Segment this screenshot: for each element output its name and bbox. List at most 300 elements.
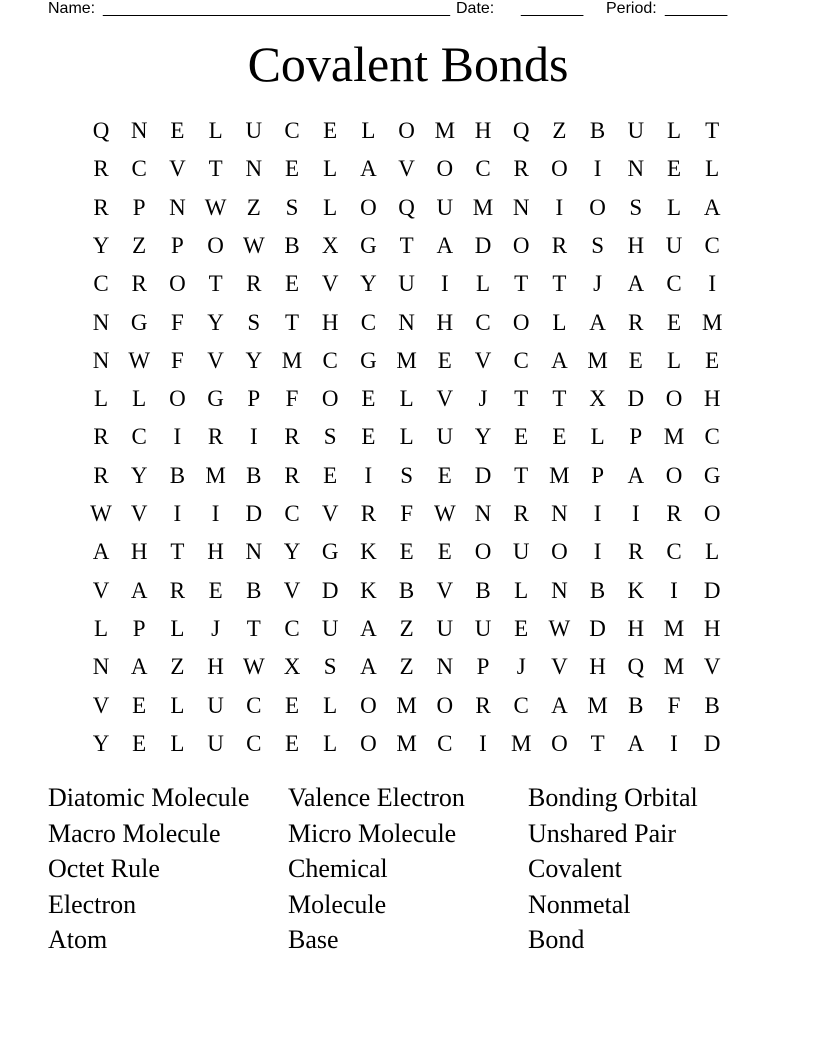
- grid-letter[interactable]: O: [360, 194, 377, 220]
- grid-letter[interactable]: E: [552, 424, 567, 450]
- grid-letter[interactable]: L: [323, 194, 338, 220]
- grid-letter[interactable]: E: [514, 424, 529, 450]
- grid-letter[interactable]: Y: [245, 347, 263, 373]
- grid-letter[interactable]: D: [321, 577, 339, 603]
- grid-letter[interactable]: L: [361, 118, 376, 143]
- grid-letter[interactable]: O: [360, 730, 377, 756]
- grid-letter[interactable]: E: [284, 730, 300, 756]
- grid-letter[interactable]: E: [437, 347, 452, 373]
- grid-letter[interactable]: R: [284, 462, 300, 488]
- grid-letter[interactable]: O: [665, 462, 683, 488]
- grid-letter[interactable]: L: [93, 615, 109, 641]
- grid-letter[interactable]: P: [629, 424, 643, 450]
- grid-letter[interactable]: R: [207, 424, 224, 450]
- grid-letter[interactable]: L: [705, 156, 720, 182]
- grid-letter[interactable]: O: [512, 232, 530, 258]
- grid-letter[interactable]: U: [665, 232, 683, 258]
- grid-letter[interactable]: W: [204, 194, 227, 220]
- grid-letter[interactable]: B: [246, 462, 262, 488]
- grid-letter[interactable]: U: [321, 615, 339, 641]
- period-field[interactable]: _______: [665, 0, 728, 17]
- grid-letter[interactable]: U: [207, 730, 224, 756]
- grid-letter[interactable]: J: [478, 386, 488, 412]
- grid-letter[interactable]: H: [589, 654, 606, 680]
- grid-letter[interactable]: O: [207, 232, 224, 258]
- grid-letter[interactable]: V: [169, 156, 186, 182]
- grid-letter[interactable]: F: [667, 692, 681, 718]
- grid-letter[interactable]: L: [475, 271, 491, 297]
- grid-letter[interactable]: C: [704, 424, 720, 450]
- grid-letter[interactable]: N: [130, 118, 148, 143]
- grid-letter[interactable]: W: [548, 615, 571, 641]
- grid-letter[interactable]: N: [474, 501, 492, 526]
- grid-letter[interactable]: D: [589, 615, 606, 641]
- grid-letter[interactable]: L: [399, 424, 414, 450]
- grid-letter[interactable]: V: [321, 501, 339, 526]
- grid-letter[interactable]: Y: [283, 539, 301, 565]
- grid-letter[interactable]: S: [247, 309, 261, 335]
- grid-letter[interactable]: L: [170, 730, 185, 756]
- grid-letter[interactable]: A: [703, 194, 721, 220]
- grid-letter[interactable]: L: [666, 118, 682, 143]
- grid-letter[interactable]: L: [132, 386, 147, 412]
- grid-letter[interactable]: I: [555, 194, 564, 220]
- grid-letter[interactable]: V: [130, 501, 148, 526]
- grid-letter[interactable]: S: [285, 194, 299, 220]
- grid-letter[interactable]: O: [321, 386, 339, 412]
- grid-row: [0, 191, 816, 229]
- grid-letter[interactable]: O: [551, 730, 568, 756]
- grid-letter[interactable]: I: [593, 539, 602, 565]
- grid-letter[interactable]: B: [169, 462, 186, 488]
- grid-letter[interactable]: L: [323, 156, 338, 182]
- grid-letter[interactable]: N: [398, 309, 415, 335]
- grid-letter[interactable]: E: [628, 347, 643, 373]
- grid-letter[interactable]: H: [703, 615, 721, 641]
- grid-letter[interactable]: R: [475, 692, 491, 718]
- grid-letter[interactable]: C: [704, 232, 720, 258]
- grid-letter[interactable]: S: [400, 462, 413, 488]
- grid-letter[interactable]: I: [173, 424, 182, 450]
- grid-letter[interactable]: L: [666, 194, 682, 220]
- grid-letter[interactable]: Y: [92, 232, 110, 258]
- grid-letter[interactable]: X: [321, 232, 339, 258]
- grid-letter[interactable]: S: [629, 194, 643, 220]
- grid-letter[interactable]: O: [169, 386, 186, 412]
- grid-letter[interactable]: N: [512, 194, 530, 220]
- grid-letter[interactable]: Z: [246, 194, 261, 220]
- grid-letter[interactable]: M: [587, 347, 608, 373]
- grid-letter[interactable]: T: [514, 271, 529, 297]
- grid-letter[interactable]: O: [169, 271, 186, 297]
- grid-letter[interactable]: A: [92, 539, 110, 565]
- grid-letter[interactable]: D: [474, 232, 492, 258]
- grid-letter[interactable]: O: [551, 156, 568, 182]
- grid-letter[interactable]: T: [208, 271, 223, 297]
- grid-letter[interactable]: B: [284, 232, 300, 258]
- grid-letter[interactable]: V: [474, 347, 492, 373]
- grid-letter[interactable]: T: [552, 271, 567, 297]
- grid-letter[interactable]: A: [627, 730, 645, 756]
- date-label: Date:: [456, 0, 495, 17]
- grid-letter[interactable]: I: [593, 156, 602, 182]
- grid-letter[interactable]: Y: [474, 424, 492, 450]
- grid-letter[interactable]: M: [281, 347, 303, 373]
- grid-letter[interactable]: I: [249, 424, 258, 450]
- grid-letter[interactable]: C: [475, 156, 491, 182]
- grid-letter[interactable]: P: [132, 615, 146, 641]
- grid-letter[interactable]: R: [628, 539, 644, 565]
- grid-letter[interactable]: C: [513, 692, 529, 718]
- grid-letter[interactable]: V: [321, 271, 339, 297]
- grid-letter[interactable]: N: [92, 654, 110, 680]
- grid-letter[interactable]: D: [474, 462, 492, 488]
- grid-letter[interactable]: M: [549, 462, 570, 488]
- grid-letter[interactable]: N: [169, 194, 186, 220]
- grid-letter[interactable]: W: [90, 501, 112, 526]
- grid-letter[interactable]: T: [284, 309, 300, 335]
- grid-letter[interactable]: H: [321, 309, 339, 335]
- grid-letter[interactable]: C: [284, 615, 300, 641]
- grid-letter[interactable]: V: [703, 654, 721, 680]
- grid-letter[interactable]: M: [434, 118, 456, 143]
- grid-letter[interactable]: C: [513, 347, 529, 373]
- grid-letter[interactable]: V: [92, 692, 110, 718]
- grid-letter[interactable]: P: [132, 194, 146, 220]
- grid-letter[interactable]: R: [284, 424, 300, 450]
- grid-letter[interactable]: D: [627, 386, 645, 412]
- grid-letter[interactable]: N: [551, 577, 568, 603]
- grid-letter[interactable]: U: [436, 615, 454, 641]
- grid-letter[interactable]: N: [551, 501, 568, 526]
- grid-letter[interactable]: S: [323, 654, 337, 680]
- grid-letter[interactable]: C: [666, 271, 682, 297]
- grid-letter[interactable]: C: [246, 730, 262, 756]
- grid-letter[interactable]: I: [364, 462, 373, 488]
- grid-letter[interactable]: Y: [207, 309, 224, 335]
- grid-letter[interactable]: E: [437, 462, 452, 488]
- grid-letter[interactable]: G: [360, 232, 377, 258]
- grid-letter[interactable]: W: [128, 347, 151, 373]
- grid-letter[interactable]: W: [433, 501, 456, 526]
- grid-letter[interactable]: I: [631, 501, 640, 526]
- grid-letter[interactable]: G: [130, 309, 148, 335]
- grid-letter[interactable]: P: [170, 232, 184, 258]
- grid-letter[interactable]: W: [242, 654, 265, 680]
- grid-letter[interactable]: Z: [399, 654, 414, 680]
- grid-letter[interactable]: N: [436, 654, 454, 680]
- grid-letter[interactable]: X: [589, 386, 606, 412]
- grid-letter[interactable]: Y: [92, 730, 110, 756]
- grid-letter[interactable]: C: [322, 347, 338, 373]
- grid-letter[interactable]: A: [360, 615, 377, 641]
- grid-letter[interactable]: O: [474, 539, 492, 565]
- grid-letter[interactable]: T: [590, 730, 605, 756]
- grid-letter[interactable]: D: [703, 577, 721, 603]
- grid-letter[interactable]: R: [513, 501, 529, 526]
- grid-letter[interactable]: H: [474, 118, 492, 143]
- grid-letter[interactable]: I: [173, 501, 182, 526]
- grid-letter[interactable]: U: [207, 692, 224, 718]
- grid-letter[interactable]: C: [360, 309, 377, 335]
- grid-letter[interactable]: T: [170, 539, 185, 565]
- grid-letter[interactable]: K: [627, 577, 645, 603]
- grid-letter[interactable]: U: [245, 118, 263, 143]
- grid-letter[interactable]: J: [211, 615, 221, 641]
- grid-letter[interactable]: H: [436, 309, 454, 335]
- grid-letter[interactable]: Z: [170, 654, 185, 680]
- grid-letter[interactable]: Z: [399, 615, 414, 641]
- grid-letter[interactable]: E: [705, 347, 720, 373]
- grid-letter[interactable]: L: [93, 386, 109, 412]
- grid-letter[interactable]: A: [436, 232, 454, 258]
- grid-letter[interactable]: I: [593, 501, 602, 526]
- grid-letter[interactable]: J: [516, 654, 526, 680]
- grid-letter[interactable]: A: [627, 271, 645, 297]
- grid-letter[interactable]: C: [437, 730, 453, 756]
- grid-letter[interactable]: O: [665, 386, 683, 412]
- grid-letter[interactable]: E: [284, 156, 300, 182]
- grid-letter[interactable]: B: [589, 118, 606, 143]
- grid-letter[interactable]: C: [131, 424, 147, 450]
- grid-letter[interactable]: R: [360, 501, 377, 526]
- grid-letter[interactable]: B: [628, 692, 644, 718]
- grid-letter[interactable]: E: [132, 730, 147, 756]
- grid-letter[interactable]: M: [396, 730, 417, 756]
- grid-letter[interactable]: A: [551, 347, 568, 373]
- grid-letter[interactable]: R: [666, 501, 682, 526]
- grid-letter[interactable]: I: [211, 501, 220, 526]
- grid-letter[interactable]: E: [284, 271, 300, 297]
- grid-letter[interactable]: D: [245, 501, 263, 526]
- grid-letter[interactable]: E: [132, 692, 147, 718]
- grid-letter[interactable]: P: [591, 462, 604, 488]
- grid-letter[interactable]: C: [475, 309, 491, 335]
- grid-letter[interactable]: R: [93, 424, 109, 450]
- grid-letter[interactable]: Q: [627, 654, 645, 680]
- grid-letter[interactable]: H: [627, 232, 645, 258]
- grid-letter[interactable]: L: [666, 347, 682, 373]
- grid-letter[interactable]: Q: [398, 194, 415, 220]
- grid-letter[interactable]: K: [360, 539, 377, 565]
- grid-letter[interactable]: N: [627, 156, 645, 182]
- grid-letter[interactable]: E: [208, 577, 223, 603]
- grid-letter[interactable]: N: [92, 309, 110, 335]
- grid-letter[interactable]: A: [360, 654, 377, 680]
- grid-letter[interactable]: V: [92, 577, 110, 603]
- grid-row: [0, 267, 816, 305]
- grid-letter[interactable]: M: [510, 730, 532, 756]
- grid-letter[interactable]: O: [551, 539, 568, 565]
- grid-letter[interactable]: K: [360, 577, 377, 603]
- grid-letter[interactable]: H: [703, 386, 721, 412]
- grid-letter[interactable]: B: [704, 692, 720, 718]
- grid-letter[interactable]: V: [207, 347, 224, 373]
- grid-letter[interactable]: E: [170, 118, 185, 143]
- grid-letter[interactable]: T: [514, 386, 529, 412]
- grid-letter[interactable]: A: [130, 654, 148, 680]
- grid-letter[interactable]: Q: [512, 118, 530, 143]
- grid-letter[interactable]: R: [131, 271, 147, 297]
- grid-letter[interactable]: E: [284, 692, 300, 718]
- grid-letter[interactable]: I: [440, 271, 449, 297]
- grid-letter[interactable]: T: [399, 232, 414, 258]
- grid-letter[interactable]: L: [705, 539, 720, 565]
- grid-letter[interactable]: L: [208, 118, 223, 143]
- grid-letter[interactable]: U: [398, 271, 415, 297]
- grid-letter[interactable]: A: [130, 577, 148, 603]
- grid-letter[interactable]: E: [323, 118, 338, 143]
- grid-letter[interactable]: T: [246, 615, 261, 641]
- grid-letter[interactable]: A: [589, 309, 606, 335]
- grid-letter[interactable]: E: [666, 309, 682, 335]
- grid-letter[interactable]: M: [701, 309, 723, 335]
- grid-letter[interactable]: R: [513, 156, 529, 182]
- grid-letter[interactable]: M: [663, 615, 685, 641]
- grid-letter[interactable]: G: [360, 347, 377, 373]
- grid-letter[interactable]: V: [551, 654, 568, 680]
- grid-letter[interactable]: O: [703, 501, 721, 526]
- grid-letter[interactable]: L: [590, 424, 605, 450]
- grid-letter[interactable]: S: [591, 232, 604, 258]
- grid-letter[interactable]: Y: [360, 271, 377, 297]
- grid-letter[interactable]: M: [663, 654, 685, 680]
- grid-letter[interactable]: N: [245, 539, 263, 565]
- grid-letter[interactable]: R: [169, 577, 186, 603]
- grid-letter[interactable]: G: [321, 539, 339, 565]
- name-field[interactable]: _______________________________________: [103, 0, 451, 17]
- grid-letter[interactable]: M: [587, 692, 608, 718]
- grid-letter[interactable]: R: [246, 271, 262, 297]
- grid-letter[interactable]: H: [130, 539, 148, 565]
- grid-letter[interactable]: B: [589, 577, 606, 603]
- grid-letter[interactable]: O: [436, 156, 454, 182]
- grid-letter[interactable]: I: [670, 730, 678, 756]
- grid-letter[interactable]: N: [245, 156, 263, 182]
- grid-letter[interactable]: Z: [552, 118, 567, 143]
- word-bank-item: Unshared Pair: [528, 818, 677, 848]
- grid-letter[interactable]: A: [627, 462, 645, 488]
- date-field[interactable]: _______: [521, 0, 584, 17]
- grid-letter[interactable]: L: [552, 309, 567, 335]
- grid-letter[interactable]: M: [396, 692, 417, 718]
- grid-letter[interactable]: E: [514, 615, 529, 641]
- grid-letter[interactable]: C: [93, 271, 109, 297]
- grid-letter[interactable]: Q: [92, 118, 110, 143]
- grid-letter[interactable]: R: [93, 156, 109, 182]
- grid-letter[interactable]: U: [436, 194, 454, 220]
- grid-letter[interactable]: Z: [132, 232, 147, 258]
- grid-letter[interactable]: R: [551, 232, 568, 258]
- grid-letter[interactable]: E: [437, 539, 452, 565]
- grid-letter[interactable]: R: [93, 462, 109, 488]
- grid-letter[interactable]: T: [514, 462, 529, 488]
- grid-letter[interactable]: L: [323, 692, 338, 718]
- grid-letter[interactable]: V: [283, 577, 301, 603]
- grid-letter[interactable]: T: [208, 156, 223, 182]
- grid-letter[interactable]: I: [670, 577, 678, 603]
- grid-letter[interactable]: R: [93, 194, 109, 220]
- grid-letter[interactable]: U: [512, 539, 530, 565]
- grid-letter[interactable]: L: [170, 692, 185, 718]
- grid-letter[interactable]: I: [479, 730, 487, 756]
- word-bank-item: Macro Molecule: [48, 818, 221, 848]
- grid-letter[interactable]: I: [708, 271, 717, 297]
- period-label: Period:: [606, 0, 657, 17]
- grid-letter[interactable]: E: [399, 539, 414, 565]
- grid-letter[interactable]: V: [436, 386, 454, 412]
- grid-letter[interactable]: U: [474, 615, 492, 641]
- grid-letter[interactable]: O: [589, 194, 606, 220]
- grid-letter[interactable]: L: [399, 386, 414, 412]
- grid-letter[interactable]: U: [627, 118, 645, 143]
- grid-letter[interactable]: L: [323, 730, 338, 756]
- grid-letter[interactable]: F: [170, 347, 184, 373]
- grid-letter[interactable]: W: [242, 232, 265, 258]
- grid-letter[interactable]: B: [398, 577, 415, 603]
- grid-letter[interactable]: O: [360, 692, 377, 718]
- grid-letter[interactable]: N: [92, 347, 110, 373]
- grid-letter[interactable]: L: [170, 615, 185, 641]
- grid-letter[interactable]: V: [398, 156, 415, 182]
- grid-letter[interactable]: O: [436, 692, 454, 718]
- grid-letter[interactable]: T: [552, 386, 567, 412]
- grid-letter[interactable]: G: [207, 386, 224, 412]
- grid-letter[interactable]: G: [703, 462, 721, 488]
- grid-letter[interactable]: C: [666, 539, 682, 565]
- grid-letter[interactable]: C: [284, 118, 300, 143]
- grid-letter[interactable]: H: [207, 539, 224, 565]
- grid-letter[interactable]: O: [398, 118, 415, 143]
- grid-letter[interactable]: A: [360, 156, 377, 182]
- grid-letter[interactable]: S: [323, 424, 337, 450]
- grid-letter[interactable]: E: [361, 424, 376, 450]
- grid-letter[interactable]: P: [247, 386, 261, 412]
- grid-letter[interactable]: T: [705, 118, 720, 143]
- grid-letter[interactable]: O: [512, 309, 530, 335]
- grid-letter[interactable]: C: [131, 156, 147, 182]
- grid-letter[interactable]: C: [246, 692, 262, 718]
- word-bank-item: Chemical: [288, 854, 388, 883]
- grid-letter[interactable]: U: [436, 424, 454, 450]
- grid-letter[interactable]: H: [207, 654, 224, 680]
- grid-letter[interactable]: B: [475, 577, 491, 603]
- grid-letter[interactable]: F: [285, 386, 299, 412]
- grid-letter[interactable]: B: [246, 577, 262, 603]
- grid-letter[interactable]: M: [205, 462, 226, 488]
- grid-letter[interactable]: D: [703, 730, 721, 756]
- grid-letter[interactable]: F: [400, 501, 413, 526]
- grid-letter[interactable]: Y: [130, 462, 148, 488]
- grid-letter[interactable]: V: [436, 577, 454, 603]
- grid-letter[interactable]: E: [323, 462, 338, 488]
- grid-letter[interactable]: E: [666, 156, 682, 182]
- grid-letter[interactable]: P: [476, 654, 490, 680]
- word-bank-item: Covalent: [528, 854, 622, 883]
- grid-letter[interactable]: H: [627, 615, 645, 641]
- grid-letter[interactable]: L: [514, 577, 529, 603]
- grid-letter[interactable]: E: [361, 386, 376, 412]
- grid-letter[interactable]: J: [593, 271, 603, 297]
- grid-letter[interactable]: X: [283, 654, 301, 680]
- grid-letter[interactable]: A: [551, 692, 568, 718]
- grid-letter[interactable]: C: [284, 501, 300, 526]
- grid-letter[interactable]: M: [472, 194, 494, 220]
- grid-letter[interactable]: R: [628, 309, 644, 335]
- grid-letter[interactable]: M: [663, 424, 685, 450]
- grid-letter[interactable]: M: [396, 347, 417, 373]
- grid-letter[interactable]: F: [170, 309, 184, 335]
